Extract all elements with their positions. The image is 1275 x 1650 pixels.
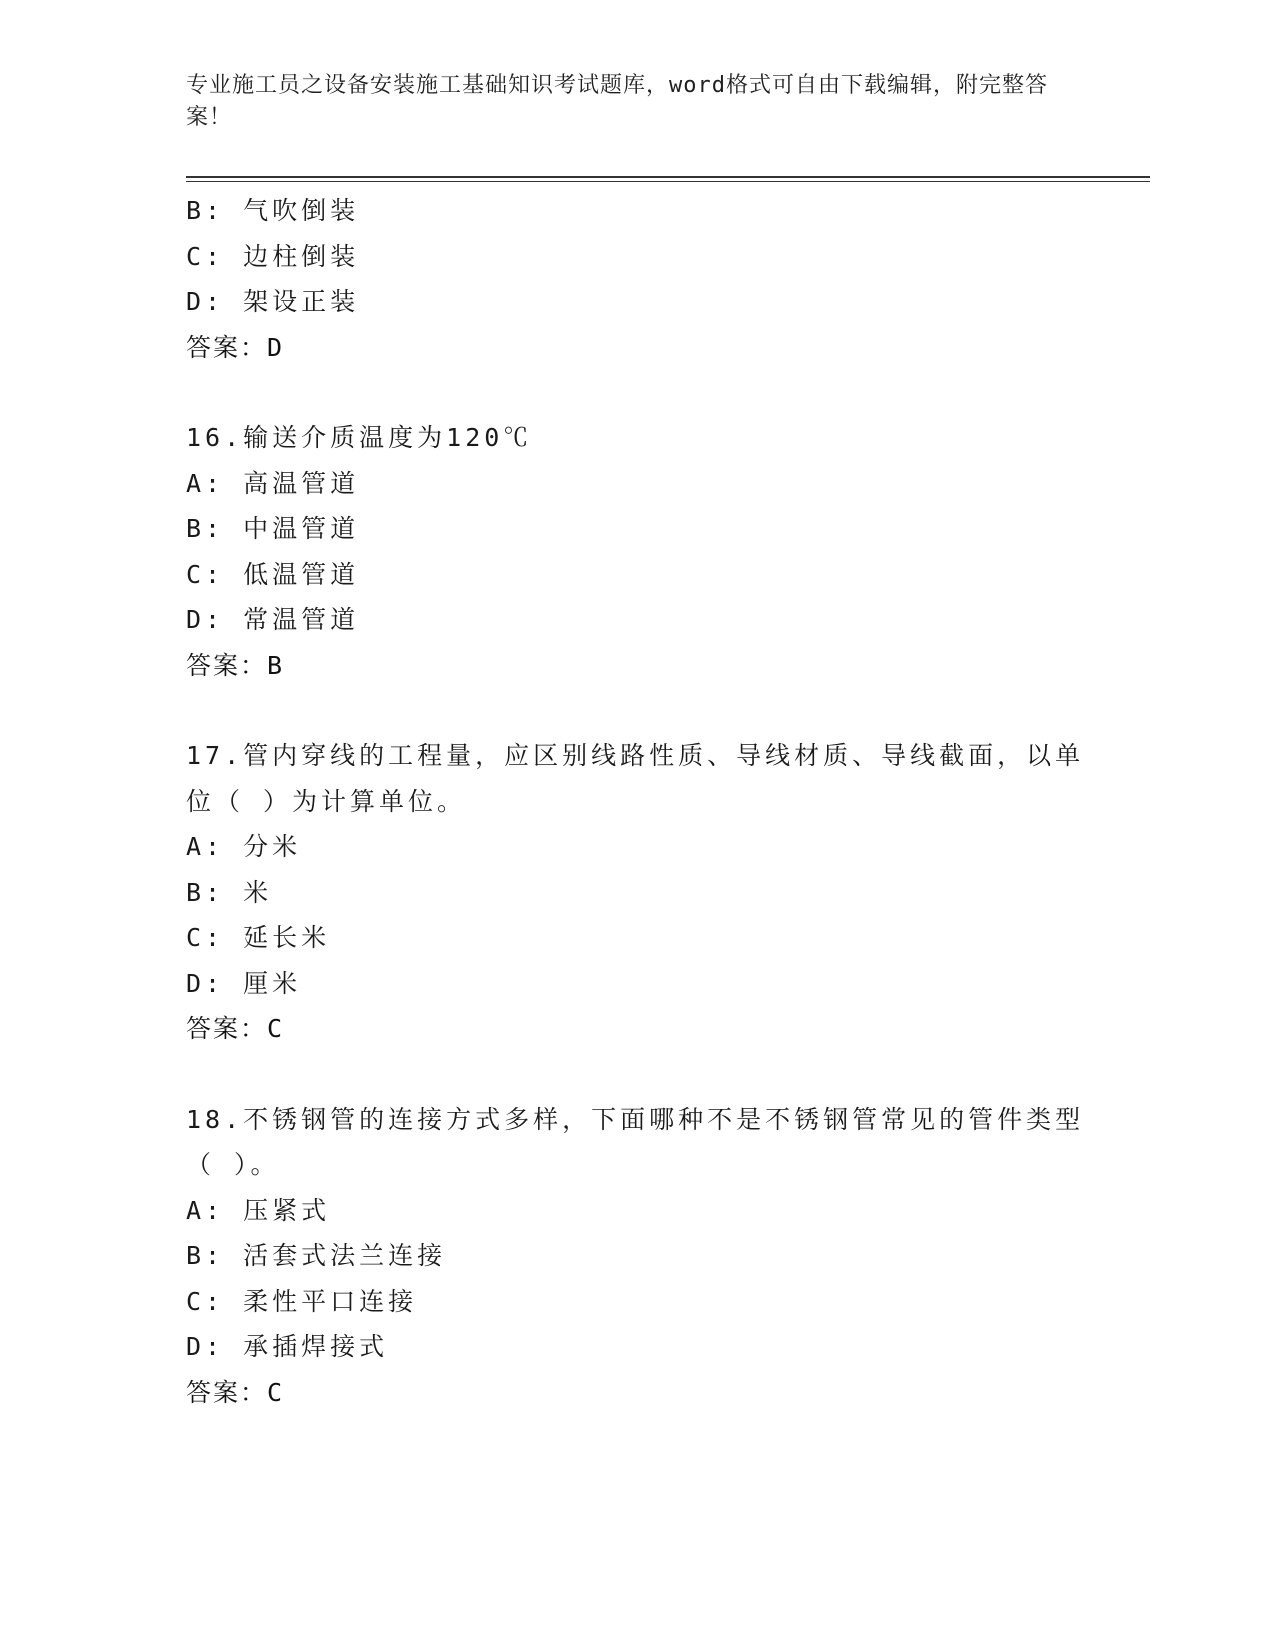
option-c bbox=[186, 1279, 1086, 1325]
option-d bbox=[186, 279, 1086, 325]
option-letter: C: bbox=[186, 241, 225, 271]
option-a bbox=[186, 1188, 1086, 1234]
option-text: 低温管道 bbox=[243, 559, 360, 589]
answer-label: 答案： bbox=[186, 1014, 268, 1043]
question-17 bbox=[186, 733, 1086, 1052]
option-text: 常温管道 bbox=[243, 605, 360, 634]
option-text: 高温管道 bbox=[243, 468, 360, 498]
option-letter: D: bbox=[186, 605, 225, 634]
option-text: 边柱倒装 bbox=[243, 241, 360, 271]
question-stem: 17.管内穿线的工程量，应区别线路性质、导线材质、导线截面，以单位（ ）为计算单位。 bbox=[186, 741, 1085, 816]
option-letter: A: bbox=[186, 468, 225, 498]
document-header: 专业施工员之设备安装施工基础知识考试题库，word格式可自由下载编辑，附完整答案！ bbox=[186, 73, 1048, 130]
header-divider-thick bbox=[186, 176, 1150, 178]
option-text: 分米 bbox=[243, 832, 302, 861]
option-text: 柔性平口连接 bbox=[243, 1286, 418, 1316]
option-letter: D: bbox=[186, 287, 225, 316]
question-content bbox=[186, 188, 1086, 1415]
option-letter: A: bbox=[186, 1195, 225, 1225]
option-letter: C: bbox=[186, 559, 225, 589]
answer-line bbox=[186, 643, 1086, 689]
answer-line bbox=[186, 1006, 1086, 1052]
question-stem: 18.不锈钢管的连接方式多样，下面哪种不是不锈钢管常见的管件类型（ ）。 bbox=[186, 1104, 1085, 1179]
option-letter: B: bbox=[186, 877, 225, 907]
header-divider-thin bbox=[186, 181, 1150, 182]
option-d bbox=[186, 1324, 1086, 1370]
answer-value: B bbox=[267, 650, 284, 680]
option-letter: D: bbox=[186, 1332, 225, 1361]
option-letter: C: bbox=[186, 923, 225, 952]
option-letter: B: bbox=[186, 514, 225, 543]
option-letter: B: bbox=[186, 1241, 225, 1270]
answer-value: C bbox=[267, 1014, 284, 1043]
option-letter: C: bbox=[186, 1286, 225, 1316]
question-stem: 16.输送介质温度为120℃ bbox=[186, 423, 533, 452]
spacer bbox=[186, 1052, 1086, 1097]
option-c bbox=[186, 552, 1086, 598]
option-text: 压紧式 bbox=[243, 1195, 331, 1225]
answer-line bbox=[186, 1370, 1086, 1416]
question-18 bbox=[186, 1097, 1086, 1416]
option-b bbox=[186, 506, 1086, 552]
option-b bbox=[186, 188, 1086, 234]
answer-line bbox=[186, 325, 1086, 371]
option-text: 承插焊接式 bbox=[243, 1332, 389, 1361]
option-letter: A: bbox=[186, 832, 225, 861]
question-16 bbox=[186, 415, 1086, 688]
option-letter: B: bbox=[186, 196, 225, 225]
option-c bbox=[186, 234, 1086, 280]
option-d bbox=[186, 961, 1086, 1007]
option-b bbox=[186, 1233, 1086, 1279]
answer-value: C bbox=[267, 1377, 284, 1407]
answer-label: 答案： bbox=[186, 1377, 268, 1407]
spacer bbox=[186, 370, 1086, 415]
option-a bbox=[186, 461, 1086, 507]
option-text: 活套式法兰连接 bbox=[243, 1241, 447, 1270]
option-text: 中温管道 bbox=[243, 514, 360, 543]
option-d bbox=[186, 597, 1086, 643]
option-text: 厘米 bbox=[243, 968, 302, 998]
answer-value: D bbox=[267, 332, 284, 362]
spacer bbox=[186, 688, 1086, 733]
prev-question-block bbox=[186, 188, 1086, 370]
option-text: 米 bbox=[243, 877, 273, 907]
option-letter: D: bbox=[186, 968, 225, 998]
option-text: 架设正装 bbox=[243, 287, 360, 316]
option-a bbox=[186, 824, 1086, 870]
option-b bbox=[186, 870, 1086, 916]
option-c bbox=[186, 915, 1086, 961]
option-text: 气吹倒装 bbox=[243, 196, 360, 225]
answer-label: 答案： bbox=[186, 650, 268, 680]
option-text: 延长米 bbox=[243, 923, 331, 952]
answer-label: 答案： bbox=[186, 332, 268, 362]
